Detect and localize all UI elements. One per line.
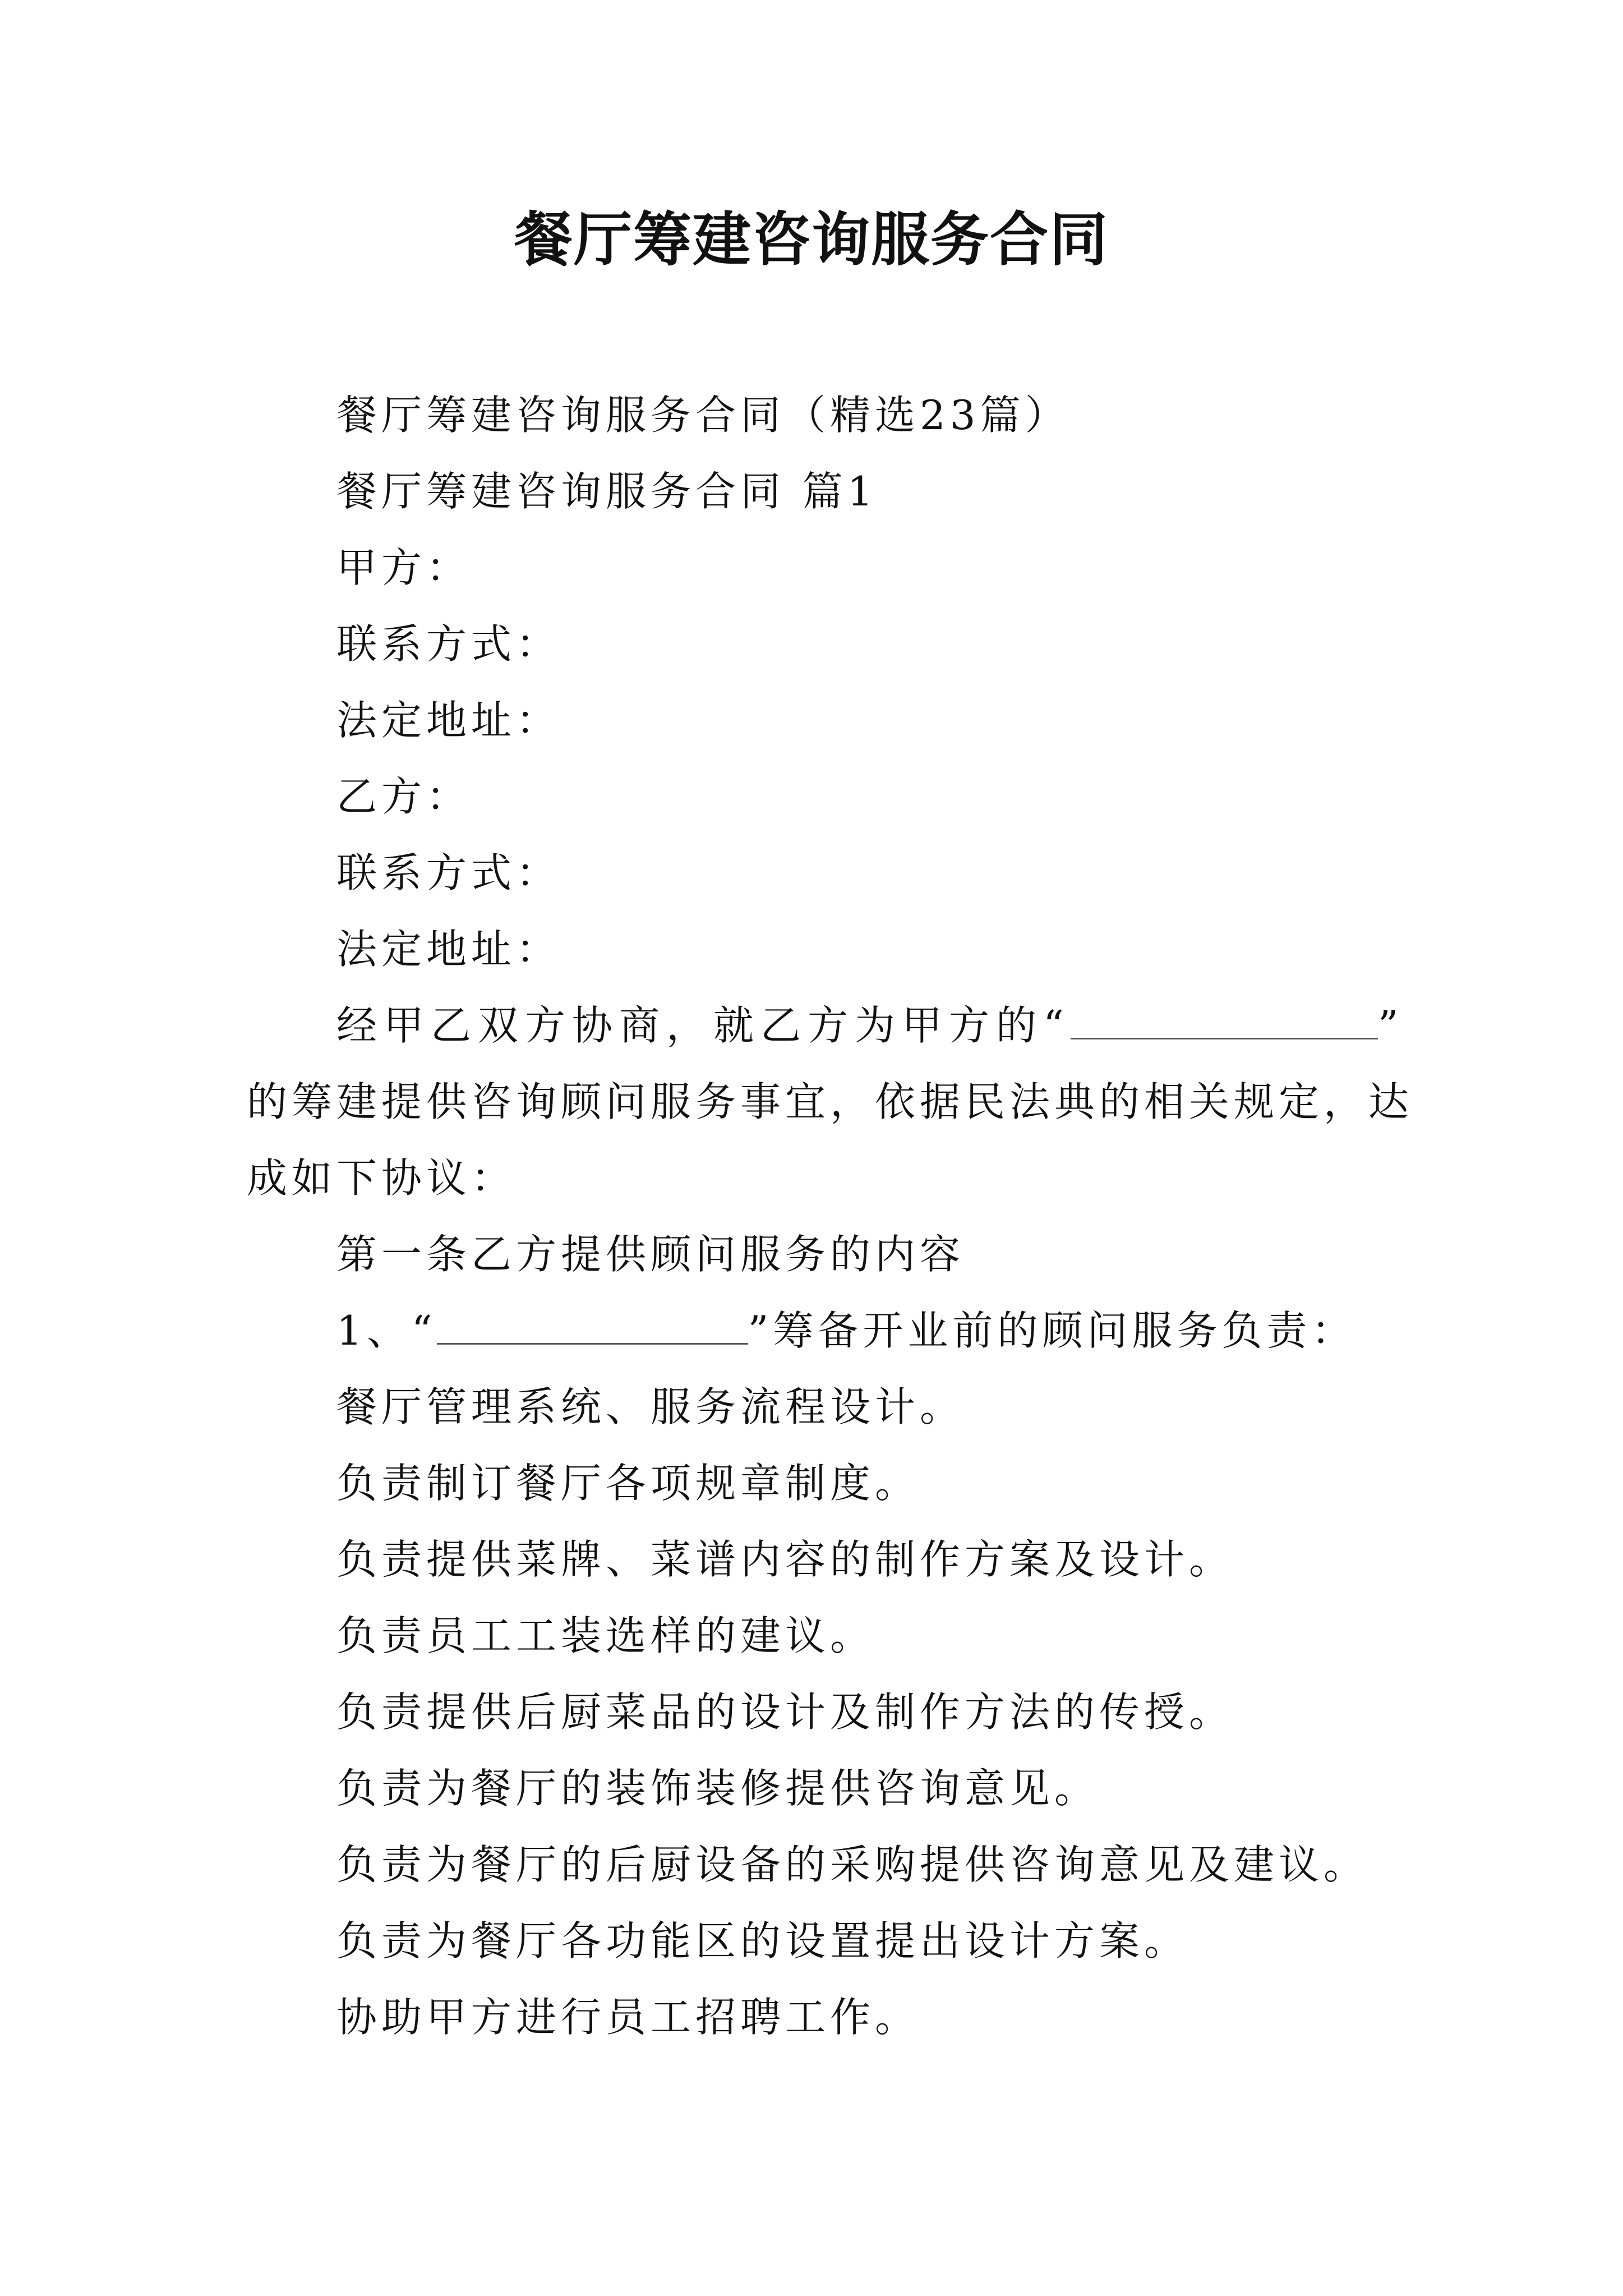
project-name-blank [1071,1004,1378,1039]
party-a-label: 甲方： [336,544,472,591]
page-title: 餐厅筹建咨询服务合同 [514,205,1109,274]
intro-line-2: 的筹建提供咨询顾问服务事宜，依据民法典的相关规定，达 [247,1078,1414,1125]
document-subtitle: 餐厅筹建咨询服务合同（精选23篇） [336,392,1070,439]
restaurant-name-blank [437,1309,748,1345]
duty-item: 负责为餐厅的装饰装修提供咨询意见。 [336,1765,1100,1812]
item-1-text-after-blank: ”筹备开业前的顾问服务负责： [748,1307,1357,1354]
intro-line-3: 成如下协议： [247,1154,517,1202]
duty-item: 负责提供菜牌、菜谱内容的制作方案及设计。 [336,1536,1234,1583]
party-b-address-label: 法定地址： [336,926,561,973]
duty-item: 负责提供后厨菜品的设计及制作方法的传授。 [336,1688,1234,1736]
duty-item: 负责为餐厅各功能区的设置提出设计方案。 [336,1917,1189,1964]
duty-item: 负责为餐厅的后厨设备的采购提供咨询意见及建议。 [336,1841,1369,1888]
duty-item: 协助甲方进行员工招聘工作。 [336,1994,920,2041]
intro-text-after-blank: ” [1377,1002,1405,1049]
duty-item: 负责员工工装选样的建议。 [336,1612,875,1659]
party-a-address-label: 法定地址： [336,697,561,744]
party-b-contact-label: 联系方式： [336,849,561,896]
section-heading: 餐厅筹建咨询服务合同 篇1 [336,468,878,515]
duty-item: 餐厅管理系统、服务流程设计。 [336,1383,965,1430]
intro-text-before-blank: 经甲乙双方协商，就乙方为甲方的“ [336,1002,1071,1049]
article-1-item-1 [336,1303,1356,1359]
article-1-heading: 第一条乙方提供顾问服务的内容 [336,1231,965,1278]
party-b-label: 乙方： [336,773,472,820]
duty-item: 负责制订餐厅各项规章制度。 [336,1460,920,1507]
party-a-contact-label: 联系方式： [336,620,561,668]
intro-line-1 [336,997,1405,1053]
item-1-text-before-blank: 1、“ [336,1307,437,1354]
